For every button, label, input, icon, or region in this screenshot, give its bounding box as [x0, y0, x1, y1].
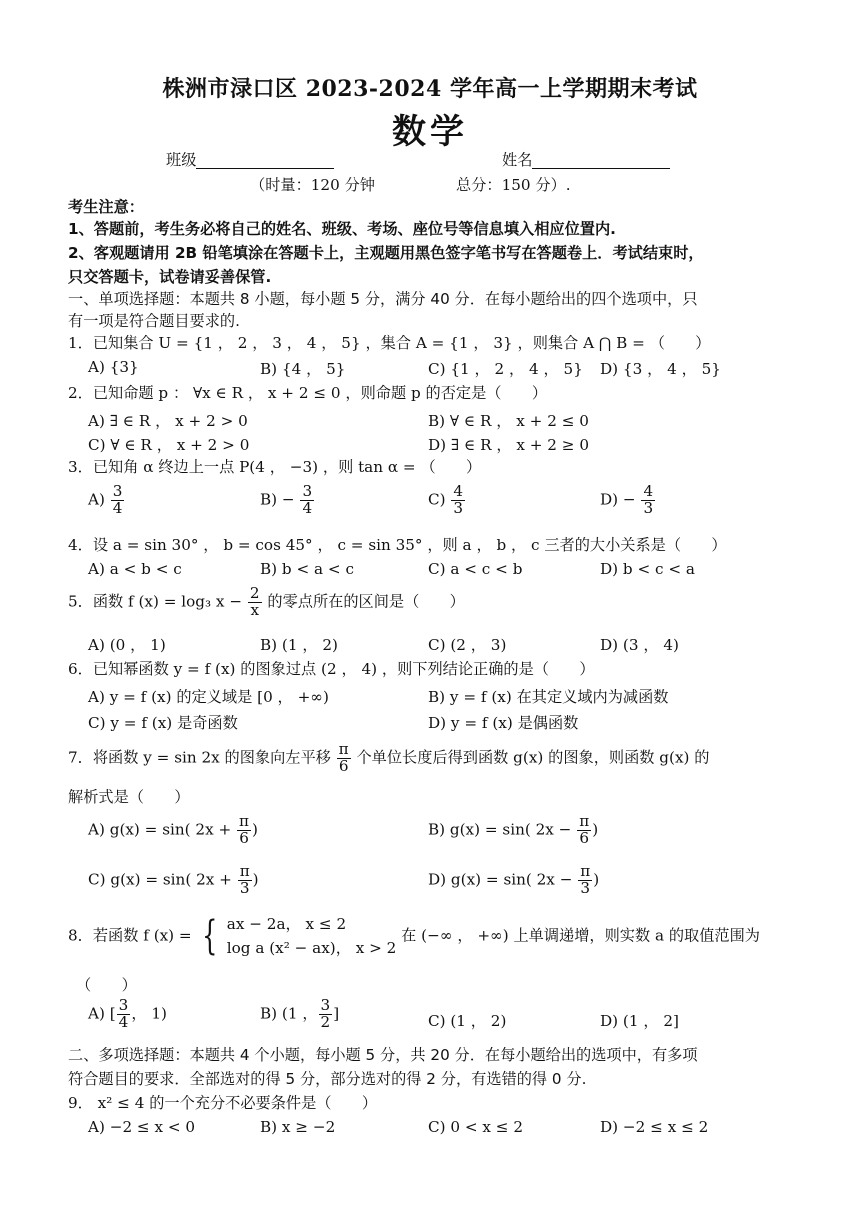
q3-option-a [88, 484, 125, 517]
denominator: 2 [320, 1012, 331, 1031]
q7-stem [68, 742, 709, 775]
q8-option-b-fraction [319, 998, 333, 1031]
q3-stem: 3．已知角 α 终边上一点 P(4 ， −3) ，则 tan α = （ ） [68, 458, 482, 476]
q3-option-a-fraction [111, 484, 125, 517]
q4-option-d: D) b < c < a [600, 560, 695, 578]
denominator: 4 [302, 498, 313, 517]
q7-option-d-pre: D) g(x) = sin( 2x − [428, 870, 573, 889]
q4-stem: 4．设 a = sin 30° ， b = cos 45° ， c = sin 35° ，则 a ， b ， c 三者的大小关系是（ ） [68, 536, 727, 554]
q2-stem: 2．已知命题 p ： ∀x ∈ R ， x + 2 ≤ 0 ，则命题 p 的否定是（ ） [68, 384, 548, 402]
q1-option-d: D) {3 ， 4 ， 5} [600, 360, 721, 378]
denominator: 3 [239, 878, 250, 897]
section1-line2: 有一项是符合题目要求的. [68, 312, 240, 330]
name-blank [532, 154, 670, 169]
numerator: 4 [643, 482, 654, 500]
numerator: 3 [112, 482, 123, 500]
q5-option-d: D) (3 ， 4) [600, 636, 679, 654]
class-blank [196, 154, 334, 169]
section2-line2: 符合题目的要求．全部选对的得 5 分，部分选对的得 2 分，有选错的得 0 分. [68, 1070, 587, 1088]
notice-item-2a: 2、客观题请用 2B 铅笔填涂在答题卡上，主观题用黑色签字笔书写在答题卷上．考试结束时， [68, 244, 704, 262]
q7-option-c [88, 864, 259, 897]
denominator: x [250, 600, 260, 619]
q7-option-b-post: ) [592, 820, 599, 839]
q8-option-a [88, 998, 167, 1031]
q7-stem-pre: 7．将函数 y = sin 2x 的图象向左平移 [68, 748, 331, 767]
name-label: 姓名 [502, 151, 533, 169]
q9-option-c: C) 0 < x ≤ 2 [428, 1118, 524, 1136]
q8-option-c: C) (1 ， 2) [428, 1012, 507, 1030]
q3-option-d [600, 484, 656, 517]
denominator: 4 [112, 498, 123, 517]
q9-option-d: D) −2 ≤ x ≤ 2 [600, 1118, 709, 1136]
q3-option-a-label: A) [88, 490, 105, 509]
q7-option-a-fraction [237, 814, 251, 847]
q7-option-a-post: ) [252, 820, 258, 839]
q8-option-b [260, 998, 339, 1031]
q6-stem: 6．已知幂函数 y = f (x) 的图象过点 (2 ， 4) ，则下列结论正确的是（ ） [68, 660, 595, 678]
section2-line1: 二、多项选择题：本题共 4 个小题，每小题 5 分，共 20 分．在每小题给出的选项中，有多项 [68, 1046, 698, 1064]
q7-stem-post: 个单位长度后得到函数 g(x) 的图象，则函数 g(x) 的 [356, 748, 710, 767]
q8-case-2: log a (x² − ax)， x > 2 [226, 939, 397, 958]
q5-option-c: C) (2 ， 3) [428, 636, 507, 654]
q2-option-a: A) ∃ ∈ R ， x + 2 > 0 [88, 412, 248, 430]
q2-option-c: C) ∀ ∈ R ， x + 2 > 0 [88, 436, 250, 454]
q3-option-d-fraction [641, 484, 655, 517]
q5-stem-pre: 5．函数 f (x) = log₃ x − [68, 592, 243, 611]
q6-option-d: D) y = f (x) 是偶函数 [428, 714, 579, 732]
q7-option-c-fraction [238, 864, 252, 897]
q9-stem: 9． x² ≤ 4 的一个充分不必要条件是（ ） [68, 1094, 378, 1112]
numerator: π [239, 812, 250, 830]
q5-option-b: B) (1 ， 2) [260, 636, 338, 654]
numerator: 4 [453, 482, 464, 500]
q3-option-b-fraction [300, 484, 314, 517]
numerator: π [579, 812, 590, 830]
q3-option-c-fraction [451, 484, 465, 517]
q9-option-b: B) x ≥ −2 [260, 1118, 336, 1136]
numerator: π [239, 862, 250, 880]
q8-option-a-fraction [117, 998, 131, 1031]
section1-line1: 一、单项选择题：本题共 8 小题，每小题 5 分，满分 40 分．在每小题给出的四个选项中，只 [68, 290, 698, 308]
q7-option-d-fraction [578, 864, 592, 897]
q5-stem [68, 586, 465, 619]
denominator: 6 [579, 828, 590, 847]
denominator: 6 [239, 828, 249, 847]
q1-option-a: A) {3} [88, 358, 139, 376]
q8-stem-pre: 8．若函数 f (x) = [68, 926, 192, 945]
q1-option-c: C) {1 ， 2 ， 4 ， 5} [428, 360, 583, 378]
q7-stem-2: 解析式是（ ） [68, 788, 190, 806]
q8-option-b-pre: B) (1 ， [260, 1004, 318, 1023]
q3-option-c-label: C) [428, 490, 446, 509]
q8-cases [227, 912, 397, 961]
denominator: 3 [453, 498, 464, 517]
denominator: 3 [643, 498, 654, 517]
q8-stem-2: （ ） [76, 976, 137, 994]
q7-option-a-pre: A) g(x) = sin( 2x + [88, 820, 232, 839]
notice-title: 考生注意： [68, 198, 144, 216]
notice-item-2b: 只交答题卡，试卷请妥善保管. [68, 268, 272, 286]
q6-option-a: A) y = f (x) 的定义域是 [0 ， +∞) [88, 688, 329, 706]
q6-option-c: C) y = f (x) 是奇函数 [88, 714, 238, 732]
q7-option-b-pre: B) g(x) = sin( 2x − [428, 820, 572, 839]
q4-option-c: C) a < c < b [428, 560, 523, 578]
name-field [502, 151, 670, 169]
q7-option-d-post: ) [593, 870, 600, 889]
q8-option-a-post: ， 1) [131, 1004, 167, 1023]
q8-option-b-post: ] [333, 1004, 340, 1023]
q7-option-b-fraction [577, 814, 591, 847]
q5-fraction [248, 586, 262, 619]
numerator: 3 [118, 996, 129, 1014]
q5-option-a: A) (0 ， 1) [88, 636, 166, 654]
q7-fraction [337, 742, 351, 775]
q8-stem [68, 912, 760, 961]
q8-option-d: D) (1 ， 2] [600, 1012, 679, 1030]
q9-option-a: A) −2 ≤ x < 0 [88, 1118, 196, 1136]
q8-stem-post: 在 (−∞ ， +∞) 上单调递增，则实数 a 的取值范围为 [401, 926, 760, 945]
q3-option-b [260, 484, 315, 517]
q1-option-b: B) {4 ， 5} [260, 360, 346, 378]
q3-option-c [428, 484, 466, 517]
numerator: π [580, 862, 591, 880]
time-info: （时量：120 分钟 [250, 176, 375, 194]
q7-option-c-pre: C) g(x) = sin( 2x + [88, 870, 232, 889]
numerator: 2 [249, 584, 260, 602]
numerator: π [338, 740, 349, 758]
denominator: 6 [338, 756, 349, 775]
q8-option-a-pre: A) [ [88, 1004, 116, 1023]
q7-option-c-post: ) [252, 870, 259, 889]
q5-stem-post: 的零点所在的区间是（ ） [267, 592, 465, 611]
q7-option-d [428, 864, 599, 897]
q4-option-b: B) b < a < c [260, 560, 354, 578]
q7-option-a [88, 814, 258, 847]
q1-stem: 1．已知集合 U = {1 ， 2 ， 3 ， 4 ， 5} ，集合 A = {1 ， 3} ，则集合 A ⋂ B = （ ） [68, 334, 711, 352]
q6-option-b: B) y = f (x) 在其定义域内为减函数 [428, 688, 669, 706]
score-info: 总分：150 分）. [456, 176, 571, 194]
q2-option-d: D) ∃ ∈ R ， x + 2 ≥ 0 [428, 436, 589, 454]
exam-title: 株洲市渌口区 2023-2024 学年高一上学期期末考试 [162, 76, 698, 102]
denominator: 3 [580, 878, 591, 897]
q7-option-b [428, 814, 598, 847]
notice-item-1: 1、答题前，考生务必将自己的姓名、班级、考场、座位号等信息填入相应位置内. [68, 220, 616, 238]
q3-option-b-label: B) − [260, 490, 295, 509]
q8-case-1: ax − 2a， x ≤ 2 [226, 915, 347, 933]
denominator: 4 [118, 1012, 129, 1031]
class-label: 班级 [166, 151, 197, 169]
class-field [166, 151, 334, 169]
q4-option-a: A) a < b < c [88, 560, 182, 578]
subject-title: 数学 [392, 112, 468, 152]
numerator: 3 [302, 482, 313, 500]
numerator: 3 [320, 996, 331, 1014]
piecewise-brace: { [201, 913, 217, 960]
q2-option-b: B) ∀ ∈ R ， x + 2 ≤ 0 [428, 412, 589, 430]
q3-option-d-label: D) − [600, 490, 636, 509]
